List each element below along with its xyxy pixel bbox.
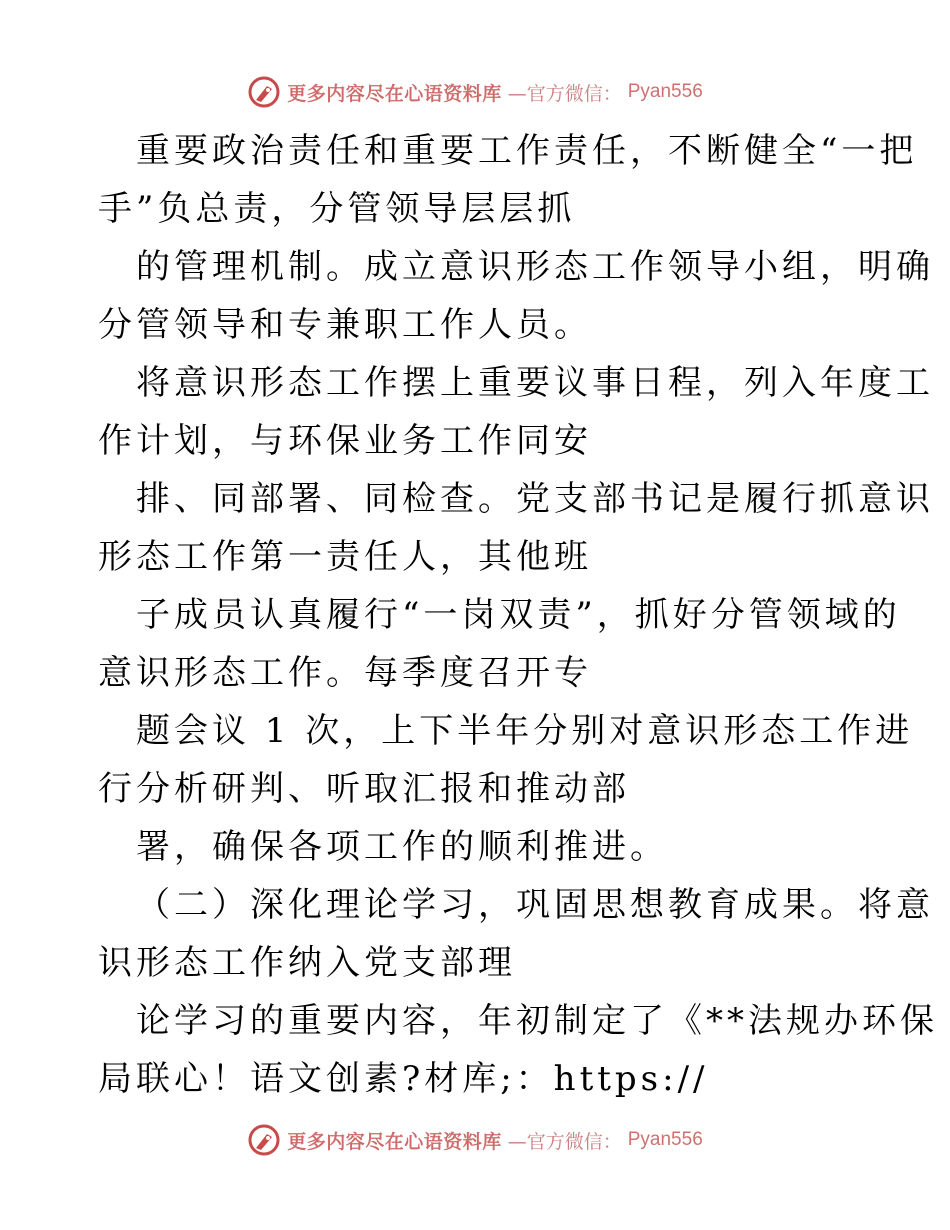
body-line: 的管理机制。成立意识形态工作领导小组，明确 (136, 247, 934, 287)
body-line: 将意识形态工作摆上重要议事日程，列入年度工 (136, 363, 934, 403)
body-line: 作计划，与环保业务工作同安 (98, 421, 592, 461)
watermark-wechat-id: Pyan556 (627, 1129, 703, 1150)
document-body (98, 122, 938, 1108)
body-line: 局联心！语文创素?材库;：https:// (98, 1059, 709, 1099)
body-line: （二）深化理论学习，巩固思想教育成果。将意 (136, 885, 934, 925)
body-line: 排、同部署、同检查。党支部书记是履行抓意识 (136, 479, 934, 519)
body-line: 形态工作第一责任人，其他班 (98, 537, 592, 577)
pen-nib-logo-icon (247, 75, 281, 109)
body-line: 行分析研判、听取汇报和推动部 (98, 769, 630, 809)
header-watermark (0, 72, 950, 112)
watermark-wechat-id: Pyan556 (627, 81, 703, 102)
body-line: 题会议 1 次，上下半年分别对意识形态工作进 (136, 711, 914, 751)
body-line: 论学习的重要内容，年初制定了《**法规办环保 (136, 1001, 938, 1041)
watermark-separator: —官方微信： (507, 82, 622, 105)
body-line: 分管领导和专兼职工作人员。 (98, 305, 592, 345)
pen-nib-logo-icon (247, 1123, 281, 1157)
footer-watermark (0, 1120, 950, 1160)
watermark-separator: —官方微信： (507, 1130, 622, 1153)
body-line: 识形态工作纳入党支部理 (98, 943, 516, 983)
watermark-chinese-text: 更多内容尽在心语资料库 (287, 1130, 502, 1153)
body-line: 意识形态工作。每季度召开专 (98, 653, 592, 693)
watermark-chinese-text: 更多内容尽在心语资料库 (287, 82, 502, 105)
body-line: 署，确保各项工作的顺利推进。 (136, 827, 668, 867)
body-line: 手”负总责，分管领导层层抓 (98, 189, 576, 229)
body-line: 重要政治责任和重要工作责任，不断健全“一把 (136, 131, 918, 171)
body-line: 子成员认真履行“一岗双责”，抓好分管领域的 (136, 595, 901, 635)
